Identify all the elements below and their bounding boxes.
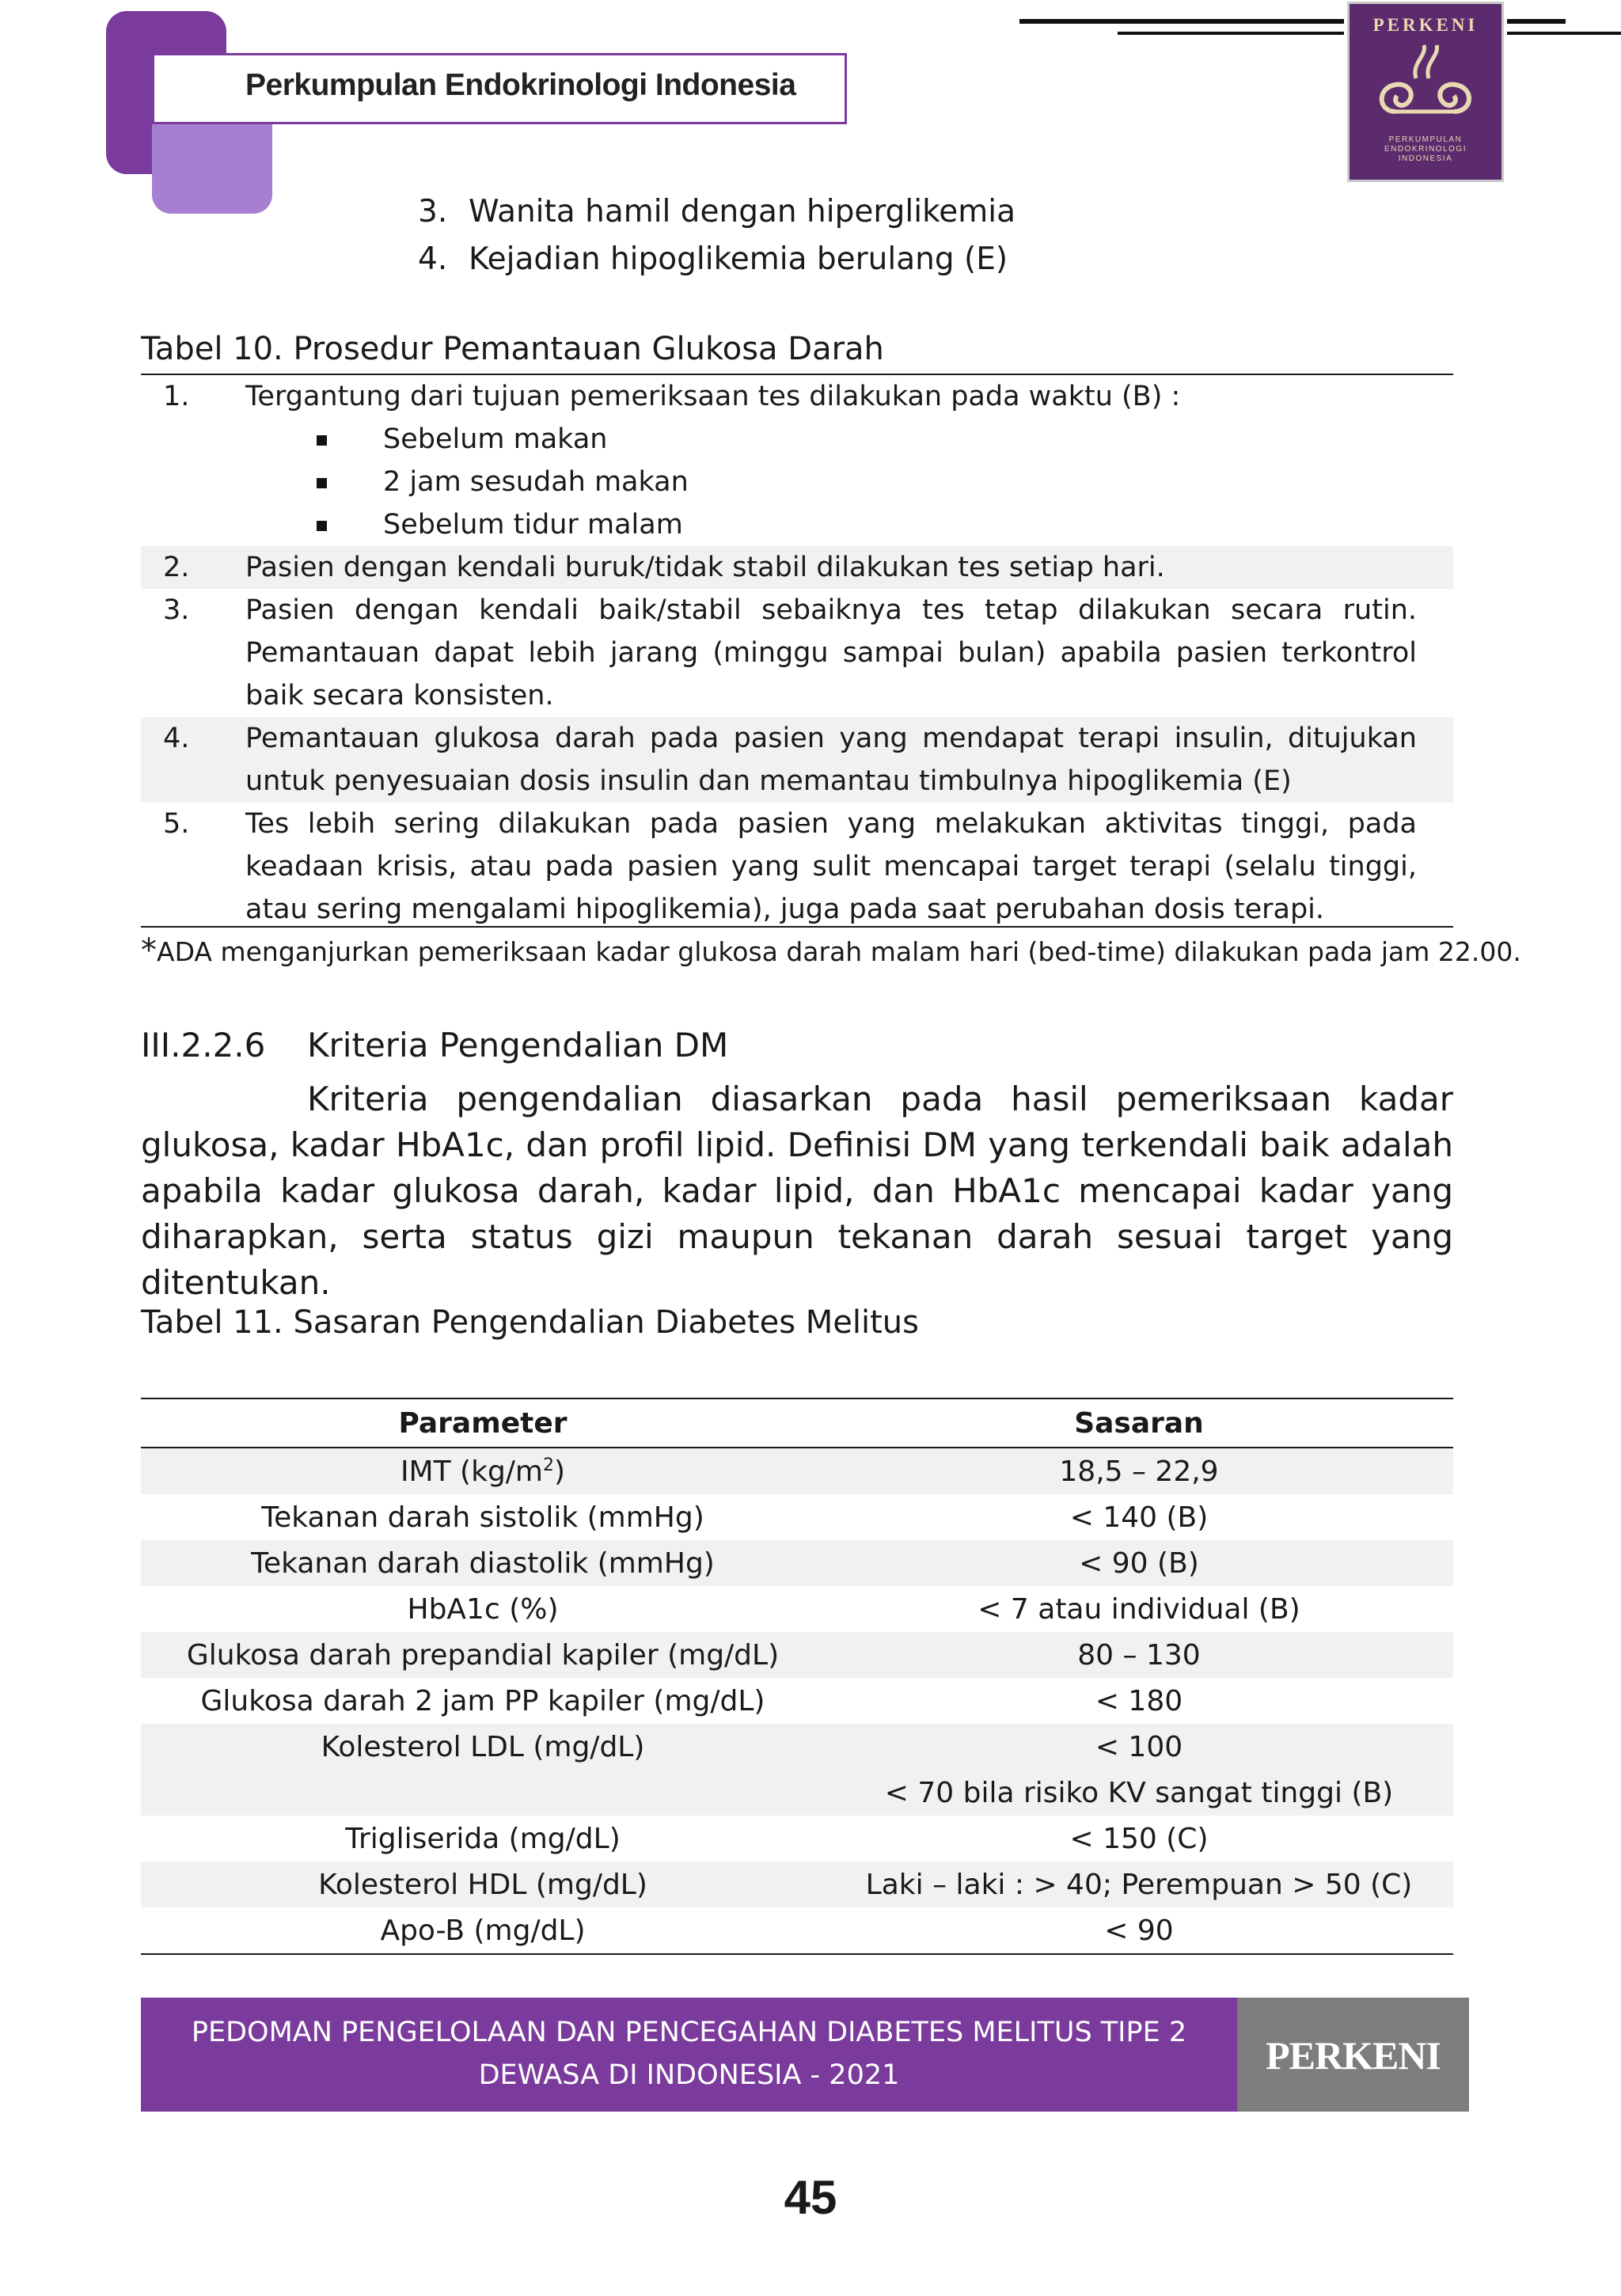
table-row	[141, 1907, 1453, 1953]
cell-target: < 140 (B)	[1069, 1501, 1209, 1534]
logo-sub-line: ENDOKRINOLOGI	[1384, 145, 1467, 154]
table10-caption: Tabel 10. Prosedur Pemantauan Glukosa Darah	[141, 331, 884, 367]
header-rule-left-lower	[1118, 32, 1344, 35]
header-rule-right	[1507, 19, 1566, 24]
logo-name: PERKENI	[1372, 15, 1479, 35]
table10-footnote: *ADA menganjurkan pemeriksaan kadar glukosa darah malam hari (bed-time) dilakukan pada jam 22.00.	[141, 932, 1521, 969]
continued-list	[418, 188, 1015, 283]
cell-target: < 150 (C)	[1069, 1822, 1209, 1855]
section-title: Kriteria Pengendalian DM	[307, 1026, 729, 1065]
footer-brand-box	[1237, 1998, 1469, 2112]
footer-line-1: PEDOMAN PENGELOLAAN DAN PENCEGAHAN DIABETES MELITUS TIPE 2	[191, 2017, 1187, 2048]
cell-target: < 7 atau individual (B)	[978, 1592, 1300, 1626]
table10-row: 1. Tergantung dari tujuan pemeriksaan tes dilakukan pada waktu (B) : Sebelum makan 2 jam sesudah makan Sebelum tidur malam	[141, 375, 1453, 546]
table10-row: 5. Tes lebih sering dilakukan pada pasien yang melakukan aktivitas tinggi, pada keadaan krisis, atau pada pasien yang sulit mencapai target terapi (selalu tinggi, atau sering mengalami hipoglikemia), juga pada saat perubahan dosis terapi.	[163, 808, 1417, 925]
table-header-row	[141, 1399, 1453, 1448]
table-row	[141, 1494, 1453, 1540]
list-item: 3. Wanita hamil dengan hiperglikemia	[418, 194, 1016, 230]
table10-bottom-rule	[141, 926, 1453, 928]
header-banner	[152, 53, 847, 124]
table10	[141, 375, 1453, 931]
footer-line-2: DEWASA DI INDONESIA - 2021	[478, 2059, 900, 2091]
logo-sub-line: INDONESIA	[1398, 154, 1453, 163]
table-row	[141, 1678, 1453, 1724]
column-header-parameter: Parameter	[141, 1399, 825, 1448]
table-row	[141, 1448, 1453, 1494]
header-rule-right-lower	[1507, 32, 1621, 35]
table-row	[141, 1724, 1453, 1770]
cell-target: < 90 (B)	[825, 1540, 1453, 1586]
cell-target: 80 – 130	[825, 1632, 1453, 1678]
footer-brand: PERKENI	[1266, 2033, 1441, 2078]
table-row	[141, 1770, 1453, 1816]
table-row	[141, 1586, 1453, 1632]
column-header-target: Sasaran	[825, 1399, 1453, 1448]
cell-target: < 90	[1104, 1914, 1174, 1947]
page-number: 45	[784, 2171, 837, 2224]
cell-parameter: Kolesterol HDL (mg/dL)	[141, 1861, 825, 1907]
logo-emblem-icon	[1372, 39, 1479, 126]
cell-target: 18,5 – 22,9	[825, 1448, 1453, 1494]
cell-target: < 100	[825, 1724, 1453, 1770]
cell-target: < 180	[1095, 1684, 1183, 1717]
cell-parameter: Glukosa darah 2 jam PP kapiler (mg/dL)	[200, 1684, 765, 1717]
cell-parameter: Tekanan darah sistolik (mmHg)	[261, 1501, 704, 1534]
cell-target: Laki – laki : > 40; Perempuan > 50 (C)	[825, 1861, 1453, 1907]
logo-subtitle	[1350, 135, 1501, 164]
header-rule-left	[1019, 19, 1344, 24]
section-paragraph: Kriteria pengendalian diasarkan pada hasil pemeriksaan kadar glukosa, kadar HbA1c, dan profil lipid. Definisi DM yang terkendali baik adalah apabila kadar glukosa darah, kadar lipid, dan HbA1c mencapai kadar yang diharapkan, serta status gizi maupun tekanan darah sesuai target yang ditentukan.	[141, 1080, 1453, 1302]
section-number: III.2.2.6	[141, 1026, 266, 1065]
bullet-item: Sebelum tidur malam	[245, 503, 1417, 546]
footer-banner	[141, 1998, 1237, 2112]
perkeni-logo	[1347, 2, 1504, 182]
cell-parameter: Tekanan darah diastolik (mmHg)	[141, 1540, 825, 1586]
table10-row: 2. Pasien dengan kendali buruk/tidak stabil dilakukan tes setiap hari.	[141, 546, 1453, 589]
table10-row: 4. Pemantauan glukosa darah pada pasien yang mendapat terapi insulin, ditujukan untuk penyesuaian dosis insulin dan memantau timbulnya hipoglikemia (E)	[141, 717, 1453, 803]
cell-parameter: Glukosa darah prepandial kapiler (mg/dL)	[141, 1632, 825, 1678]
cell-parameter: IMT $(kg/m^2)$	[141, 1448, 825, 1494]
bullet-item: 2 jam sesudah makan	[245, 461, 1417, 503]
table10-row: 3. Pasien dengan kendali baik/stabil sebaiknya tes tetap dilakukan secara rutin. Pemantauan dapat lebih jarang (minggu sampai bulan) apabila pasien terkontrol baik secara konsisten.	[163, 594, 1417, 712]
cell-target: < 70 bila risiko KV sangat tinggi (B)	[825, 1770, 1453, 1816]
table11-caption: Tabel 11. Sasaran Pengendalian Diabetes Melitus	[141, 1304, 919, 1341]
logo-sub-line: PERKUMPULAN	[1388, 135, 1463, 144]
table-row	[141, 1861, 1453, 1907]
header-title: Perkumpulan Endokrinologi Indonesia	[245, 68, 796, 102]
table-row	[141, 1632, 1453, 1678]
list-item: 4. Kejadian hipoglikemia berulang (E)	[418, 241, 1008, 277]
cell-parameter: Trigliserida (mg/dL)	[345, 1822, 621, 1855]
cell-parameter: Apo-B (mg/dL)	[380, 1914, 586, 1947]
table-row	[141, 1816, 1453, 1861]
cell-parameter	[141, 1770, 825, 1816]
bullet-item: Sebelum makan	[245, 418, 1417, 461]
table11	[141, 1398, 1453, 1955]
table-row	[141, 1540, 1453, 1586]
cell-parameter: Kolesterol LDL (mg/dL)	[141, 1724, 825, 1770]
bullet-list	[245, 418, 1417, 546]
cell-parameter: HbA1c (%)	[407, 1592, 559, 1626]
